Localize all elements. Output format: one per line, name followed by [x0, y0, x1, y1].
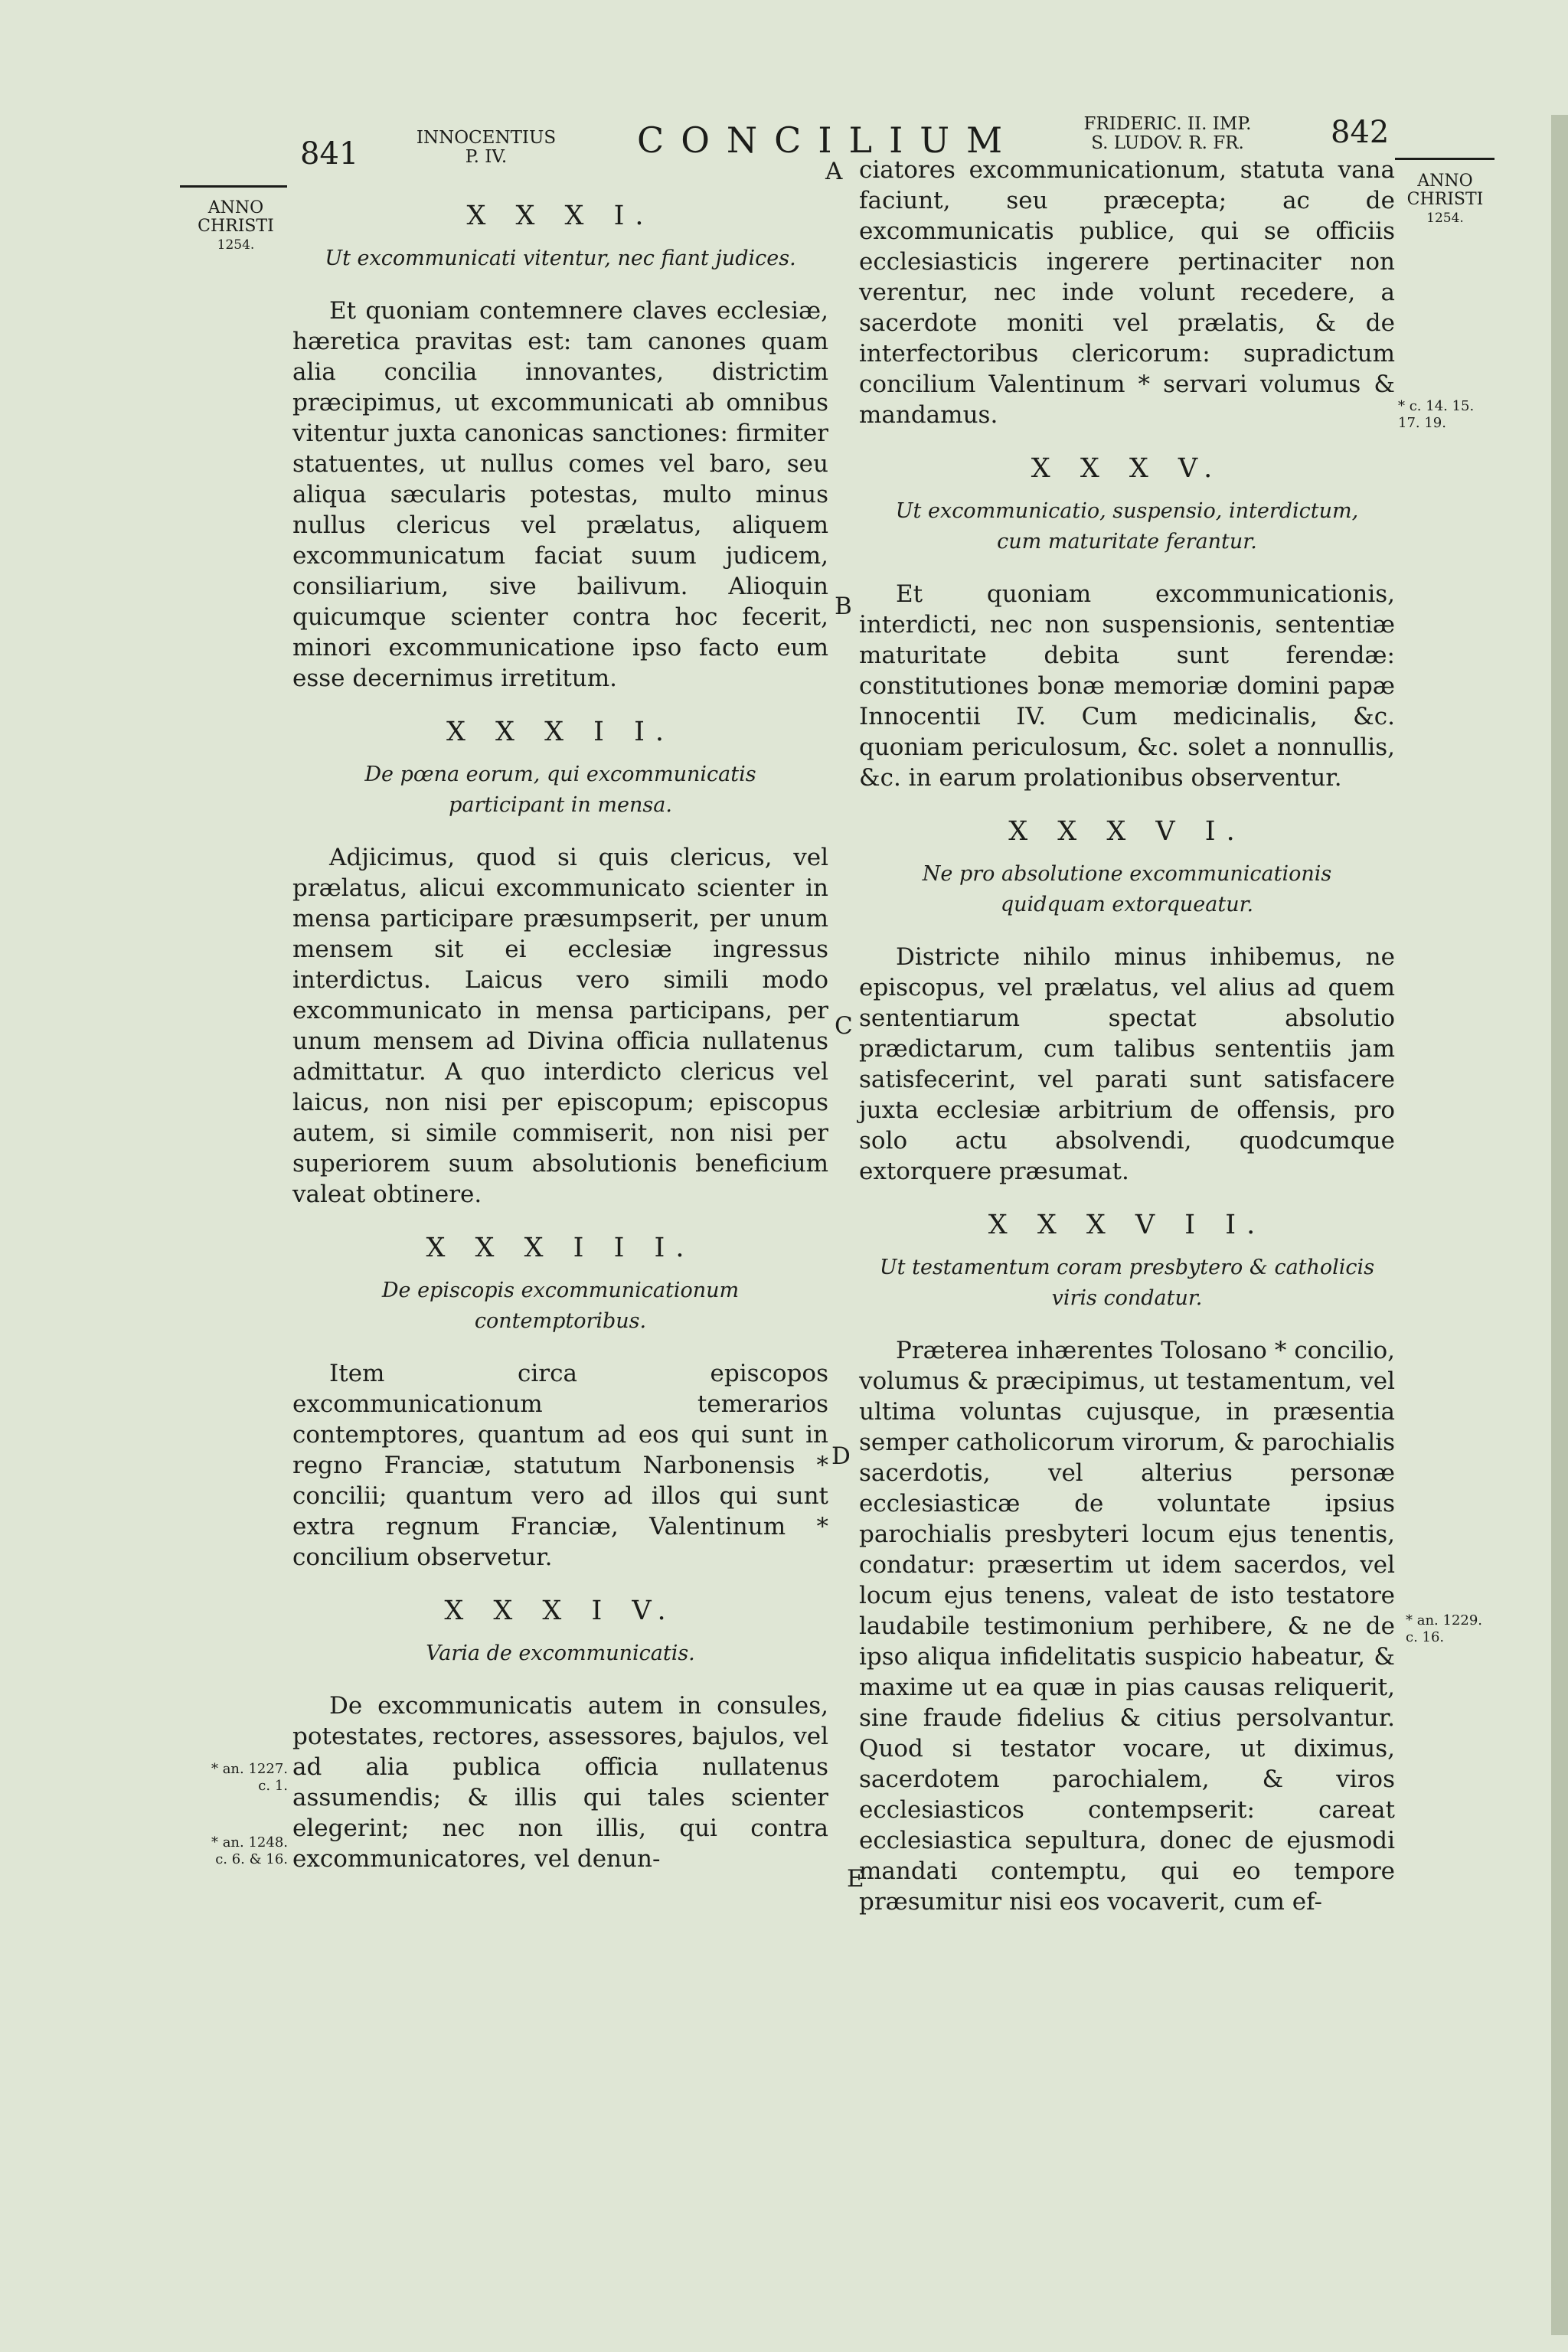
running-title: CONCILIUM — [637, 119, 1020, 161]
chapter-paragraph: De excommunicatis autem in consules, potestates, rectores, assessores, bajulos, vel ad alia publica officia nullatenus assumendis; & illis qui tales scienter elegerint; nec non illis, qui contra excommunicatores, vel denun- — [292, 1692, 828, 1873]
anno-rule-right — [1395, 158, 1494, 160]
margin-note-line: c. 16. — [1406, 1629, 1445, 1645]
margin-note-toulouse — [1406, 1612, 1521, 1646]
chapter-heading: X X X I. — [466, 201, 655, 231]
anno-left-year: 1254. — [217, 237, 255, 253]
adjacent-page-edge — [1551, 115, 1568, 2335]
running-head-left-line-2: P. IV. — [465, 147, 508, 167]
chapter-subtitle: Varia de excommunicatis. — [426, 1642, 695, 1665]
chapter-heading: X X X V I. — [1008, 816, 1246, 847]
running-head-right-line-1: FRIDERIC. II. IMP. — [1083, 114, 1252, 134]
chapter-paragraph: Præterea inhærentes Tolosano * concilio, volumus & præcipimus, ut testamentum, vel ultima voluntas cujusque, in præsentia semper catholicorum virorum, & parochialis sacerdotis, vel alterius personæ ecclesiasticæ de voluntate ipsius parochialis presbyteri locum ejus tenentis, condatur: præsertim ut idem sacerdos, vel locum ejus tenens, valeat de isto testatore laudabile testimonium perhibere, & ne de ipso aliqua infidelitatis suspicio habeatur, & maxime ut ea quæ in pias causas reliquerit, sine fraude fidelius & citius persolvantur. Quod si testator vocare, ut diximus, sacerdotem parochialem, & viros ecclesiasticos contempserit: careat ecclesiastica sepultura, donec de ejusmodi mandati contemptu, qui eo tempore præsumitur nisi eos vocaverit, cum ef- — [859, 1337, 1395, 1916]
margin-note-line: * an. 1248. — [211, 1834, 288, 1851]
anno-left-line-1: ANNO — [207, 198, 264, 217]
anno-christi-right — [1390, 172, 1501, 227]
margin-note-line: * an. 1227. — [211, 1761, 288, 1777]
anno-christi-left — [175, 199, 297, 254]
left-column — [292, 178, 828, 1880]
anno-right-line-1: ANNO — [1417, 172, 1473, 191]
running-head-right — [1064, 115, 1271, 153]
margin-note-narbonne — [150, 1761, 288, 1795]
margin-note-line: * c. 14. 15. — [1398, 398, 1475, 414]
section-letter-e: E — [847, 1865, 864, 1893]
running-head-right-line-2: S. LUDOV. R. FR. — [1091, 133, 1244, 153]
anno-rule-left — [180, 185, 287, 188]
anno-right-line-2: CHRISTI — [1406, 190, 1484, 209]
margin-note-canons — [1398, 398, 1513, 432]
section-letter-b: B — [835, 593, 852, 620]
chapter-heading: X X X V I I. — [988, 1210, 1266, 1240]
running-head-left-line-1: INNOCENTIUS — [416, 128, 557, 148]
running-head-left — [413, 129, 559, 167]
page-number-right: 842 — [1331, 115, 1390, 150]
chapter-paragraph: Item circa episcopos excommunicationum temerarios contemptores, quantum ad eos qui sunt in regno Franciæ, statutum Narbonensis * concilii; quantum vero ad illos qui sunt extra regnum Franciæ, Valentinum * concilium observetur. — [292, 1360, 828, 1571]
chapter-heading: X X X I I I. — [426, 1233, 695, 1263]
margin-note-line: c. 1. — [258, 1778, 288, 1794]
anno-right-year: 1254. — [1426, 211, 1464, 226]
margin-note-line: c. 6. & 16. — [215, 1851, 288, 1867]
chapter-subtitle: De episcopis excommunicationum contemptoribus. — [381, 1279, 740, 1333]
chapter-subtitle: Ut testamentum coram presbytero & catholicis viris condatur. — [879, 1256, 1375, 1310]
right-column — [859, 155, 1395, 1923]
chapter-subtitle: Ut excommunicatio, suspensio, interdictum, cum maturitate ferantur. — [895, 499, 1359, 554]
anno-left-line-2: CHRISTI — [198, 217, 274, 236]
margin-note-line: 17. 19. — [1398, 415, 1446, 431]
page-number-left: 841 — [300, 136, 359, 172]
margin-note-line: * an. 1229. — [1406, 1612, 1483, 1628]
chapter-paragraph: Et quoniam excommunicationis, interdicti, nec non suspensionis, sententiæ maturitate debita sunt ferendæ: constitutiones bonæ memoriæ domini papæ Innocentii IV. Cum medicinalis, &c. quoniam periculosum, &c. solet a nonnullis, &c. in earum prolationibus observentur. — [859, 580, 1395, 792]
chapter-subtitle: De pœna eorum, qui excommunicatis participant in mensa. — [364, 763, 756, 817]
chapter-subtitle: Ut excommunicati vitentur, nec fiant judices. — [325, 247, 796, 270]
chapter-paragraph: Et quoniam contemnere claves ecclesiæ, hæretica pravitas est: tam canones quam alia concilia innovantes, districtim præcipimus, ut excommunicati ab omnibus vitentur juxta canonicas sanctiones: firmiter statuentes, ut nullus comes vel baro, seu aliqua sæcularis potestas, multo minus nullus clericus vel prælatus, aliquem excommunicatum faciat suum judicem, consiliarium, sive bailivum. Alioquin quicumque scienter contra hoc fecerit, minori excommunicatione ipso facto eum esse decernimus irretitum. — [292, 297, 828, 692]
chapter-heading: X X X I I. — [446, 717, 675, 747]
chapter-paragraph: Adjicimus, quod si quis clericus, vel prælatus, alicui excommunicato scienter in mensa participare præsumpserit, per unum mensem sit ei ecclesiæ ingressus interdictus. Laicus vero simili modo excommunicato in mensa participans, per unum mensem ad Divina officia nullatenus admittatur. A quo interdicto clericus vel laicus, non nisi per episcopum; episcopus autem, si simile commiserit, non nisi per superiorem suum absolutionis beneficium valeat obtinere. — [292, 844, 828, 1208]
section-letter-d: D — [831, 1442, 851, 1470]
continued-paragraph: ciatores excommunicationum, statuta vana faciunt, seu præcepta; ac de excommunicatis publice, qui se officiis ecclesiasticis ingerere pertinaciter non verentur, nec inde volunt recedere, a sacerdote moniti vel prælatis, & de interfectoribus clericorum: supradictum concilium Valentinum * servari volumus & mandamus. — [859, 156, 1395, 429]
margin-note-valence — [150, 1834, 288, 1868]
chapter-paragraph: Districte nihilo minus inhibemus, ne episcopus, vel prælatus, vel alius ad quem sententiarum spectat absolutio prædictarum, cum talibus sententiis jam satisfecerint, vel parati sunt satisfacere juxta ecclesiæ arbitrium de offensis, pro solo actu absolvendi, quodcumque extorquere præsumat. — [859, 943, 1395, 1185]
chapter-subtitle: Ne pro absolutione excommunicationis quidquam extorqueatur. — [922, 862, 1332, 916]
chapter-heading: X X X I V. — [444, 1596, 677, 1626]
section-letter-c: C — [835, 1012, 853, 1040]
chapter-heading: X X X V. — [1031, 453, 1223, 484]
section-letter-a: A — [825, 158, 843, 185]
